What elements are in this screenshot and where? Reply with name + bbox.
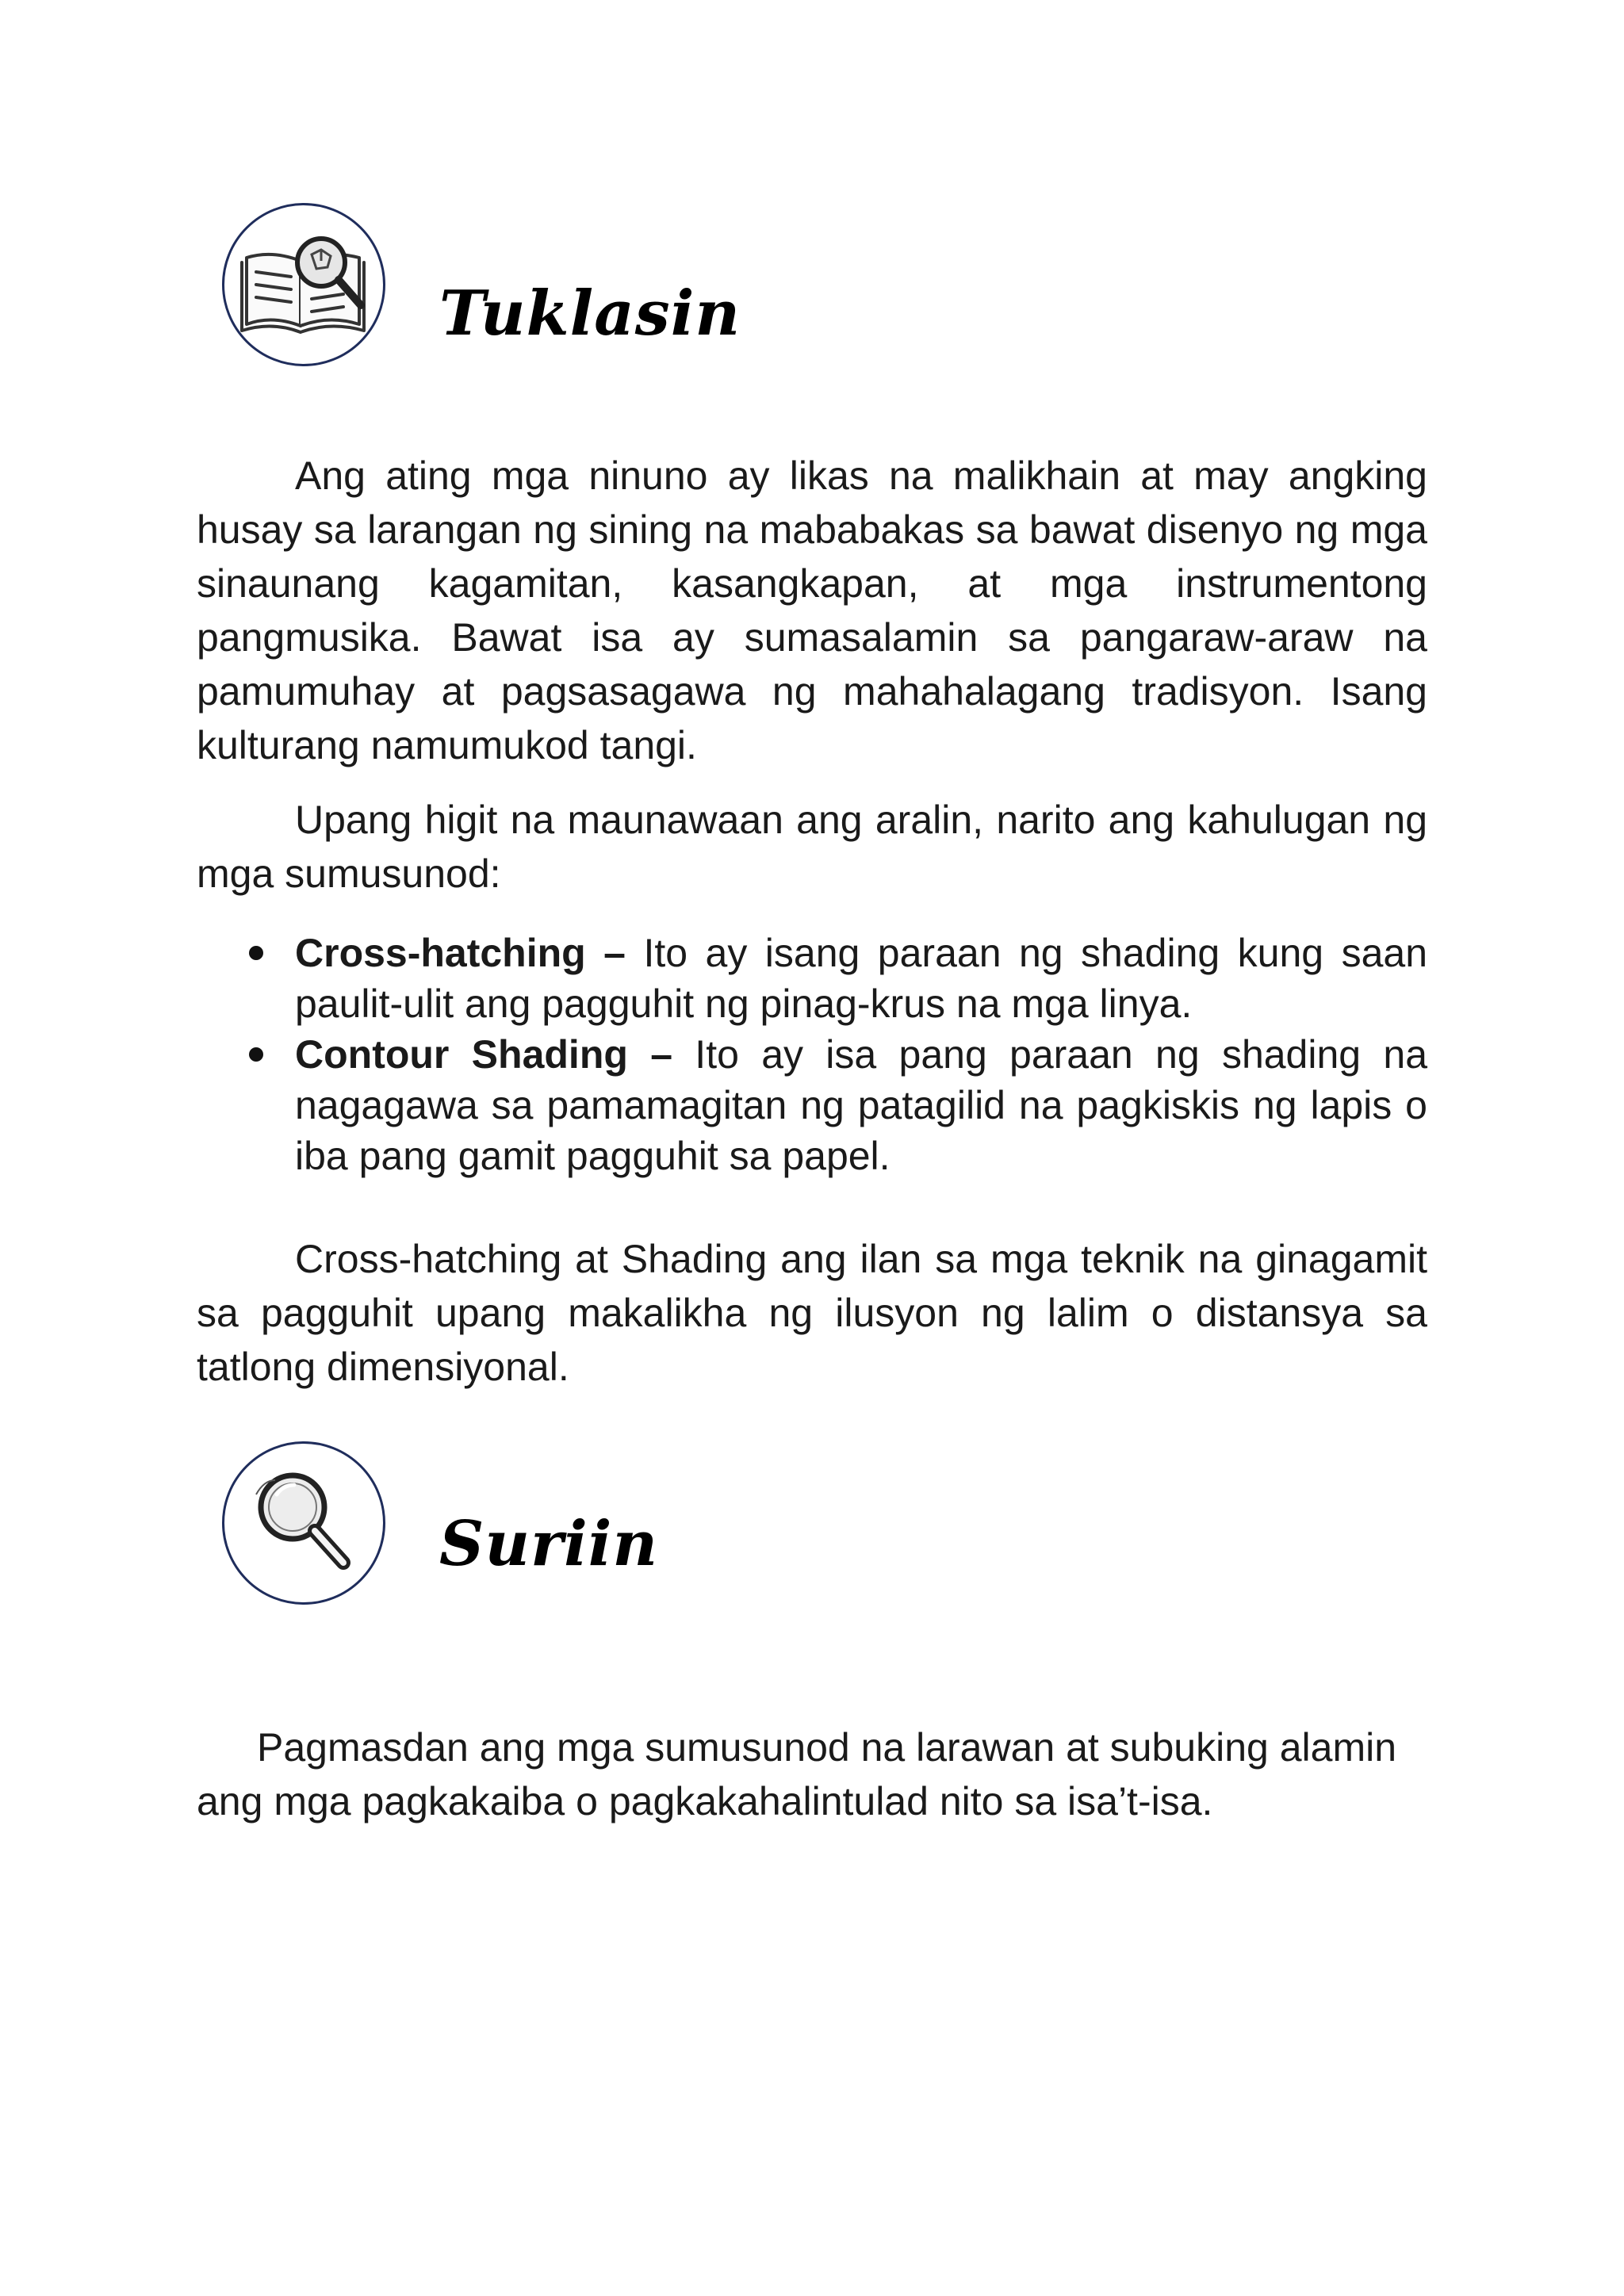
- suriin-paragraph-1: Pagmasdan ang mga sumusunod na larawan at subuking alamin ang mga pagkakaiba o pagkakahalintulad nito sa isa’t-isa.: [197, 1725, 1397, 1823]
- tuklasin-title: Tuklasin: [439, 277, 741, 350]
- definition-term: Contour Shading –: [295, 1032, 673, 1077]
- definition-item-cross-hatching: [197, 928, 1427, 1029]
- definitions-list: [197, 928, 1427, 1181]
- definition-item-contour-shading: [197, 1029, 1427, 1181]
- tuklasin-paragraph-3: Cross-hatching at Shading ang ilan sa mga teknik na ginagamit sa pagguhit upang makalikha ng ilusyon ng lalim o distansya sa tatlong dimensiyonal.: [197, 1237, 1427, 1389]
- book-magnifier-icon: [222, 203, 385, 366]
- magnifying-glass-icon: [222, 1441, 385, 1605]
- definition-text: Ito ay isang paraan ng shading kung saan paulit-ulit ang pagguhit ng pinag-krus na mga linya.: [295, 931, 1427, 1026]
- definition-text: Ito ay isa pang paraan ng shading na nagagawa sa pamamagitan ng patagilid na pagkiskis ng lapis o iba pang gamit pagguhit sa papel.: [295, 1032, 1427, 1178]
- magnifying-glass-svg: [224, 1444, 383, 1602]
- suriin-header: [214, 1441, 928, 1624]
- tuklasin-paragraph-2: Upang higit na maunawaan ang aralin, narito ang kahulugan ng mga sumusunod:: [197, 798, 1427, 896]
- suriin-title: Suriin: [439, 1508, 659, 1580]
- definition-term: Cross-hatching –: [295, 931, 626, 975]
- bullet-icon: [249, 946, 263, 960]
- tuklasin-paragraph-1: Ang ating mga ninuno ay likas na malikhain at may angking husay sa larangan ng sining na mababakas sa bawat disenyo ng mga sinaunang kagamitan, kasangkapan, at mga instrumentong pangmusika. Bawat isa ay sumasalamin sa pangaraw-araw na pamumuhay at pagsasagawa ng mahahalagang tradisyon. Isang kulturang namumukod tangi.: [197, 453, 1427, 767]
- bullet-icon: [249, 1047, 263, 1062]
- book-magnifier-svg: [224, 205, 383, 364]
- tuklasin-header: [214, 203, 928, 385]
